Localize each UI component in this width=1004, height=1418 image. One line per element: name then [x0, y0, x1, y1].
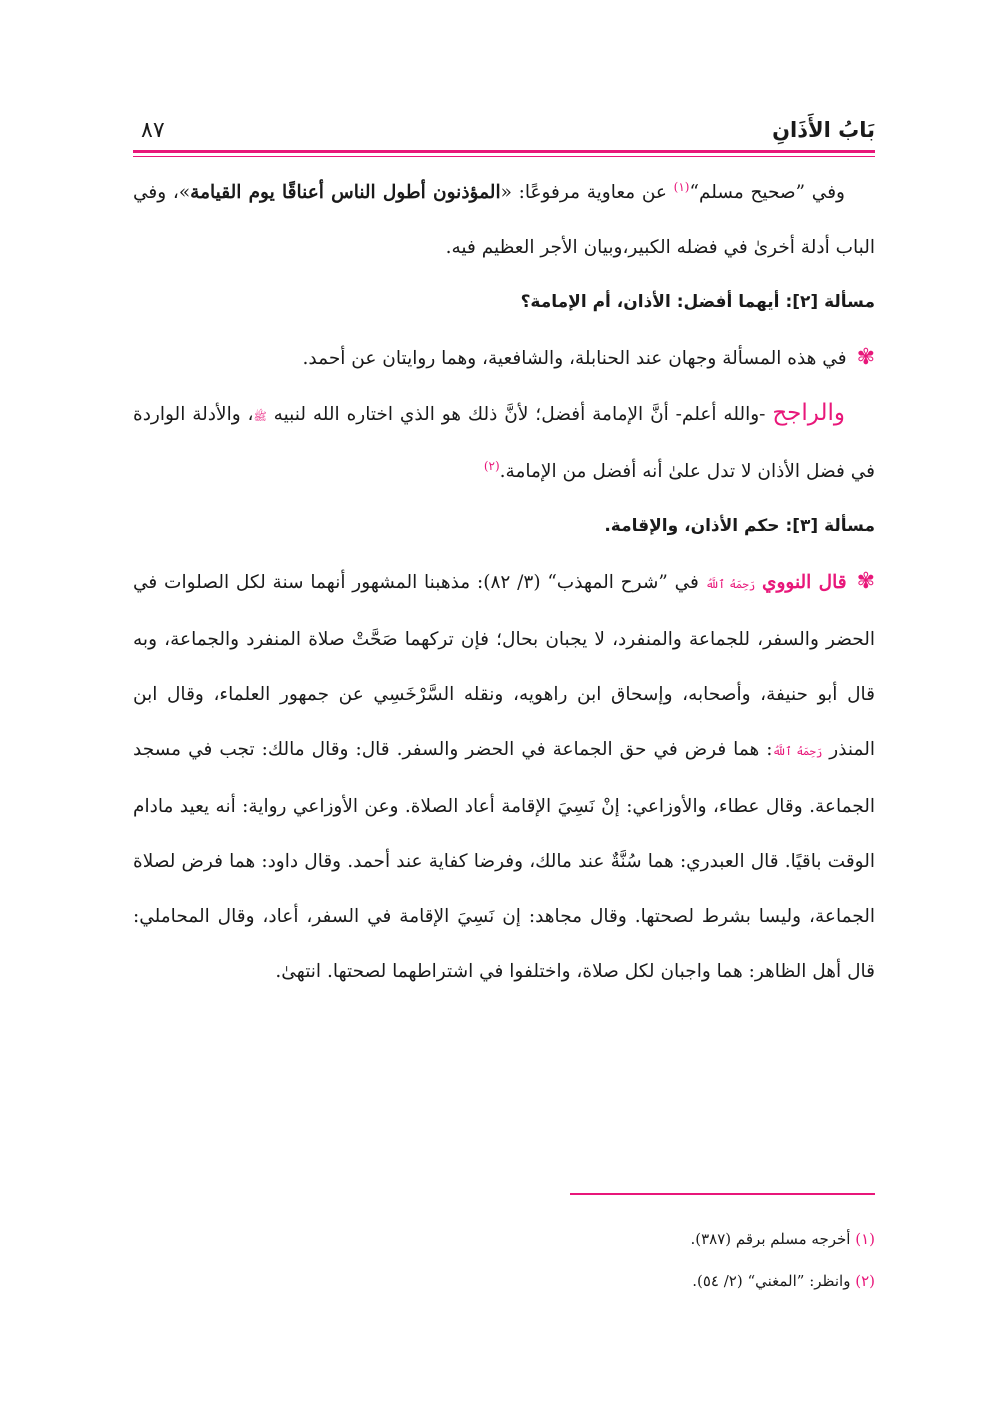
header-rule-thick [133, 150, 875, 153]
honorific-icon: ﷺ [253, 410, 267, 423]
footnote-2 [133, 1260, 875, 1302]
footnote-text: وانظر: ”المغني“ (٢/ ٥٤). [692, 1272, 856, 1290]
footnote-rule [570, 1193, 875, 1195]
text-span: وفي ”صحيح مسلم“ [689, 182, 845, 203]
header-rule-thin [133, 156, 875, 157]
paragraph-preferred [133, 386, 875, 499]
page-header [133, 118, 875, 148]
text-span: -والله أعلم- أنَّ الإمامة أفضل؛ لأنَّ ذلك هو الذي اختاره الله لنبيه [266, 404, 773, 425]
footnotes [133, 1218, 875, 1302]
text-span: »، وفي الباب أدلة أخرىٰ في فضله الكبير،وبيان الأجر العظيم فيه. [133, 182, 875, 258]
body-text [133, 165, 875, 999]
flower-ornament-icon: ✾ [856, 345, 875, 370]
text-span: عن معاوية مرفوعًا: « [500, 182, 674, 203]
text-span: في هذه المسألة وجهان عند الحنابلة، والشافعية، وهما روايتان عن أحمد. [302, 348, 847, 369]
issue-label: مسألة [٣]: [785, 516, 875, 536]
footnote-ref-1: (١) [673, 179, 690, 194]
hadith-quote: المؤذنون أطول الناس أعناقًا يوم القيامة [190, 182, 501, 203]
issue-title: حكم الأذان، والإقامة. [604, 516, 786, 536]
issue-title: أيهما أفضل: الأذان، أم الإمامة؟ [520, 292, 786, 312]
footnote-ref-2: (٢) [483, 458, 500, 473]
footnote-number: (٢) [855, 1272, 875, 1290]
footnote-number: (١) [855, 1230, 875, 1248]
paragraph-nawawi [133, 554, 875, 999]
footnote-1 [133, 1218, 875, 1260]
issue-label: مسألة [٢]: [785, 292, 875, 312]
flower-ornament-icon: ✾ [856, 569, 876, 594]
honorific-icon: رَحِمَهُ ٱللَّهُ [772, 745, 823, 758]
text-span: : هما فرض في حق الجماعة في الحضر والسفر. قال: وقال مالك: تجب في مسجد الجماعة. وقال عطاء، والأوزاعي: إنْ نَسِيَ الإقامة أعاد الصلاة. وعن الأوزاعي رواية: أنه يعيد مادام الوقت باقيًا. قال العبدري: هما سُنَّةٌ عند مالك، وفرضا كفاية عند أحمد. وقال داود: هما فرض لصلاة الجماعة، وليسا بشرط لصحتها. وقال مجاهد: إن نَسِيَ الإقامة في السفر، أعاد، وقال المحاملي: قال أهل الظاهر: هما واجبان لكل صلاة، واختلفوا في اشتراطهما لصحتها. انتهىٰ. [133, 739, 875, 982]
preferred-label: والراجح [772, 400, 845, 426]
footnote-text: أخرجه مسلم برقم (٣٨٧). [690, 1230, 856, 1248]
honorific-icon: رَحِمَهُ ٱللَّهُ [705, 578, 756, 591]
scholar-name: قال النووي [761, 572, 847, 593]
text-span: في ”شرح المهذب“ (٣/ ٨٢): مذهبنا المشهور أنهما سنة لكل الصلوات في الحضر والسفر، للجماعة والمنفرد، لا يجبان بحال؛ فإن تركهما صَحَّتْ صلاة المنفرد والجماعة، وبه قال أبو حنيفة، وأصحابه، وإسحاق ابن راهويه، ونقله السَّرْخَسِي عن جمهور العلماء، وقال ابن المنذر [133, 572, 875, 760]
page-number: ٨٧ [141, 118, 165, 143]
paragraph-hadith [133, 165, 875, 275]
paragraph-views [133, 330, 875, 386]
text-span: ، والأدلة الواردة في فضل الأذان لا تدل علىٰ أنه أفضل من الإمامة. [133, 404, 875, 482]
issue-heading-3 [133, 499, 875, 554]
chapter-title: بَابُ الأَذَانِ [772, 118, 875, 142]
issue-heading-2 [133, 275, 875, 330]
